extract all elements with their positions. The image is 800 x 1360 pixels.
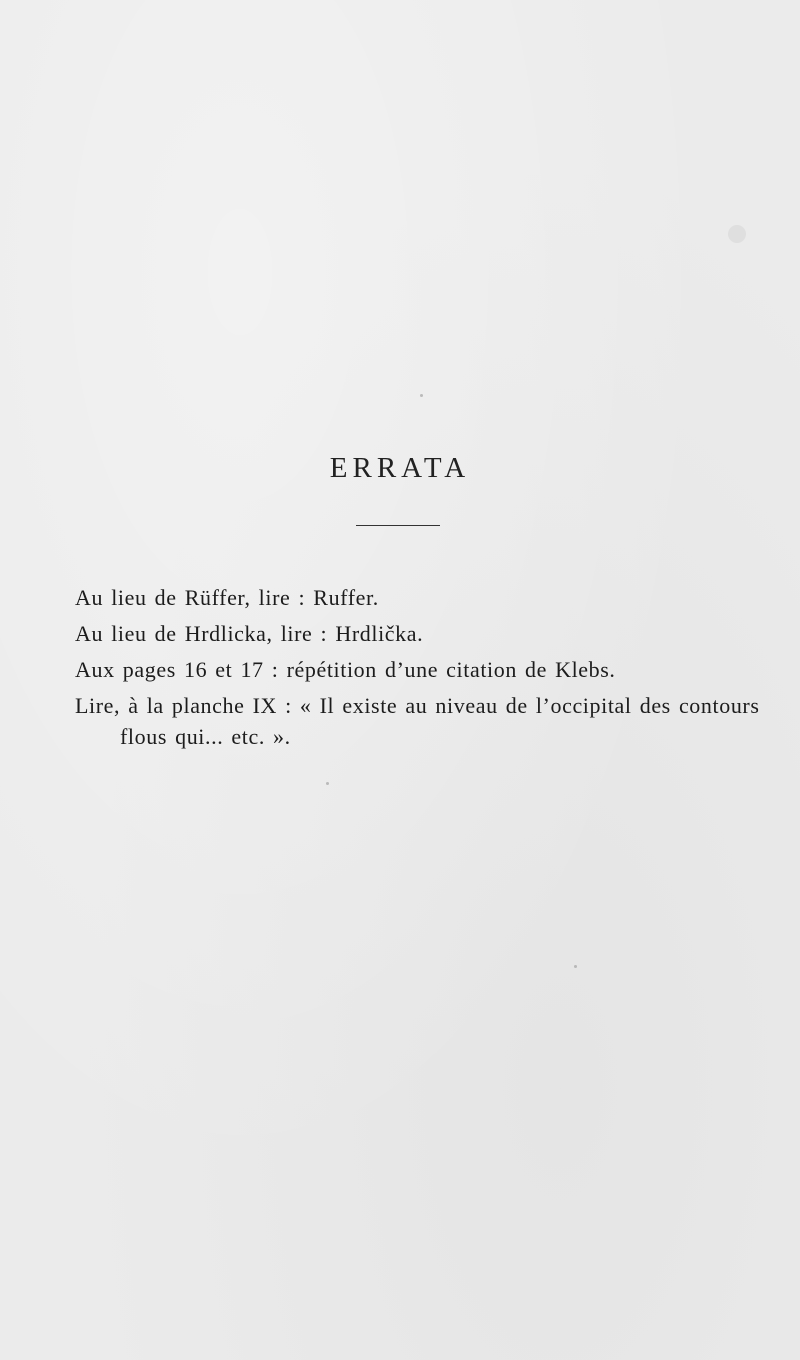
paper-speck bbox=[728, 225, 746, 243]
page-title: ERRATA bbox=[329, 452, 471, 484]
paper-speck bbox=[326, 782, 329, 785]
errata-entry: Au lieu de Hrdlicka, lire : Hrdlička. bbox=[75, 621, 424, 646]
paper-speck bbox=[574, 965, 577, 968]
title-divider bbox=[356, 525, 440, 526]
errata-entry: Au lieu de Rüffer, lire : Ruffer. bbox=[75, 585, 379, 610]
errata-entry: Lire, à la planche IX : « Il existe au niveau de l’occipital des contours flous qui... etc. ». bbox=[75, 693, 760, 749]
errata-entry: Aux pages 16 et 17 : répétition d’une citation de Klebs. bbox=[75, 657, 616, 682]
paper-speck bbox=[420, 394, 423, 397]
errata-list bbox=[75, 582, 765, 757]
